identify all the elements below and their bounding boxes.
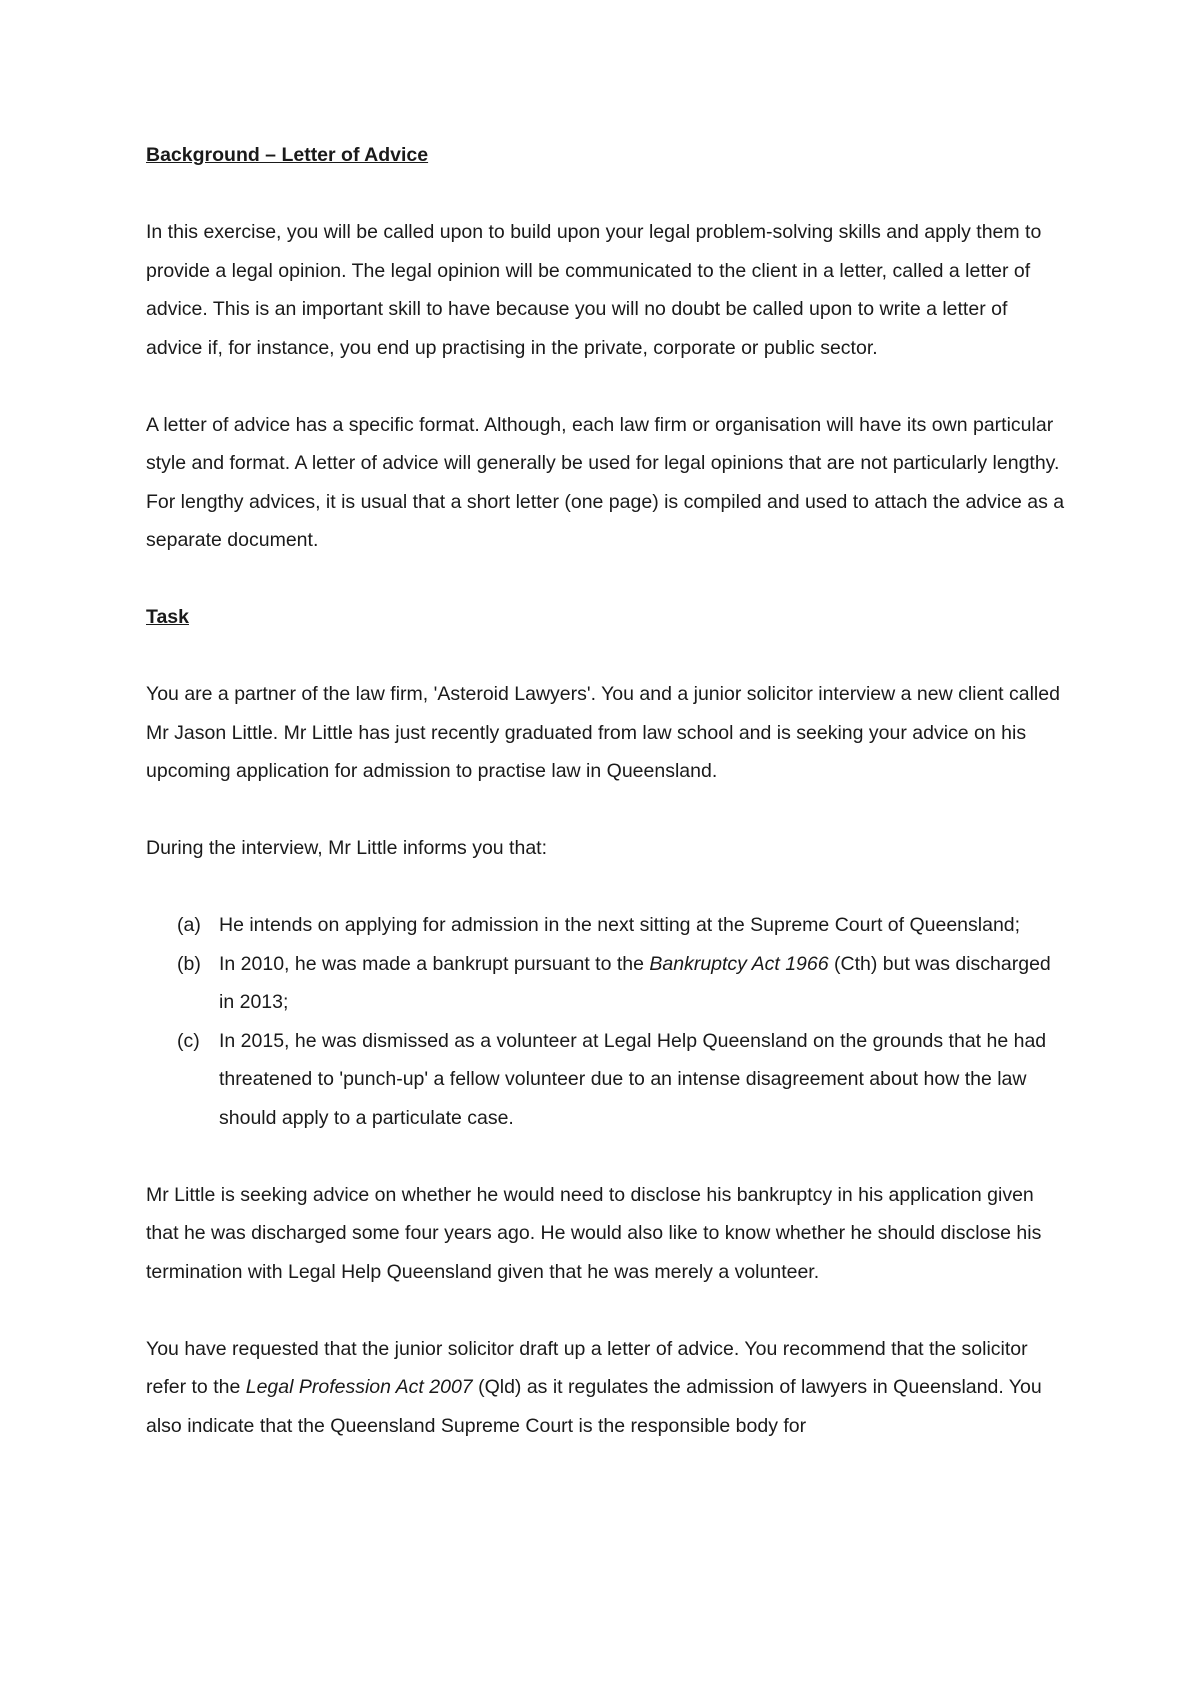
list-item-text-before: In 2010, he was made a bankrupt pursuant to the: [219, 952, 650, 975]
task-paragraph-3: Mr Little is seeking advice on whether he would need to disclose his bankruptcy in his application given that he was discharged some four years ago. He would also like to know whether he should disclose his termination with Legal Help Queensland given that he was merely a volunteer.: [146, 1183, 1042, 1283]
task-paragraph-2: During the interview, Mr Little informs you that:: [146, 837, 547, 859]
paragraph-text-after: (Qld) as it regulates the admission of lawyers in Queensland. You also indicate that the Queensland Supreme Court is the responsible body for: [146, 1376, 1042, 1437]
act-title-legal-profession: Legal Profession Act 2007: [245, 1376, 473, 1398]
list-marker: (c): [177, 1029, 200, 1052]
background-heading: Background – Letter of Advice: [146, 144, 429, 166]
list-item-text-after: (Cth) but was discharged in 2013;: [219, 952, 1051, 1013]
list-item-text: In 2015, he was dismissed as a volunteer at Legal Help Queensland on the grounds that he had threatened to 'punch-up' a fellow volunteer due to an intense disagreement about how the law should apply to a particulate case.: [219, 1029, 1047, 1129]
background-paragraph-2: A letter of advice has a specific format. Although, each law firm or organisation will have its own particular style and format. A letter of advice will generally be used for legal opinions that are not particularly lengthy. For lengthy advices, it is usual that a short letter (one page) is compiled and used to attach the advice as a separate document.: [146, 413, 1065, 551]
act-title-bankruptcy: Bankruptcy Act 1966: [649, 952, 829, 975]
spacer: [146, 637, 1066, 676]
task-heading: Task: [146, 606, 189, 628]
spacer: [146, 367, 1066, 406]
list-marker: (b): [177, 952, 201, 975]
spacer: [146, 560, 1066, 599]
spacer: [146, 1137, 1066, 1176]
list-marker: (a): [177, 914, 201, 936]
spacer: [146, 868, 1066, 907]
spacer: [146, 791, 1066, 830]
list-item-c: [146, 1022, 1066, 1138]
spacer: [146, 175, 1066, 214]
paragraph-text-before: You have requested that the junior solicitor draft up a letter of advice. You recommend that the solicitor refer to the: [146, 1337, 1028, 1398]
task-paragraph-4: [146, 1330, 1066, 1446]
spacer: [146, 1291, 1066, 1330]
document-page: [146, 136, 1066, 1445]
list-item-text: He intends on applying for admission in the next sitting at the Supreme Court of Queensland;: [219, 914, 1021, 936]
list-item-a: [146, 906, 1066, 945]
task-paragraph-1: You are a partner of the law firm, 'Asteroid Lawyers'. You and a junior solicitor interview a new client called Mr Jason Little. Mr Little has just recently graduated from law school and is seeking your advice on his upcoming application for admission to practise law in Queensland.: [146, 683, 1060, 782]
list-item-b: [146, 945, 1066, 1022]
background-paragraph-1: In this exercise, you will be called upon to build upon your legal problem-solving skills and apply them to provide a legal opinion. The legal opinion will be communicated to the client in a letter, called a letter of advice. This is an important skill to have because you will no doubt be called upon to write a letter of advice if, for instance, you end up practising in the private, corporate or public sector.: [146, 221, 1042, 359]
interview-facts-list: [146, 906, 1066, 1137]
